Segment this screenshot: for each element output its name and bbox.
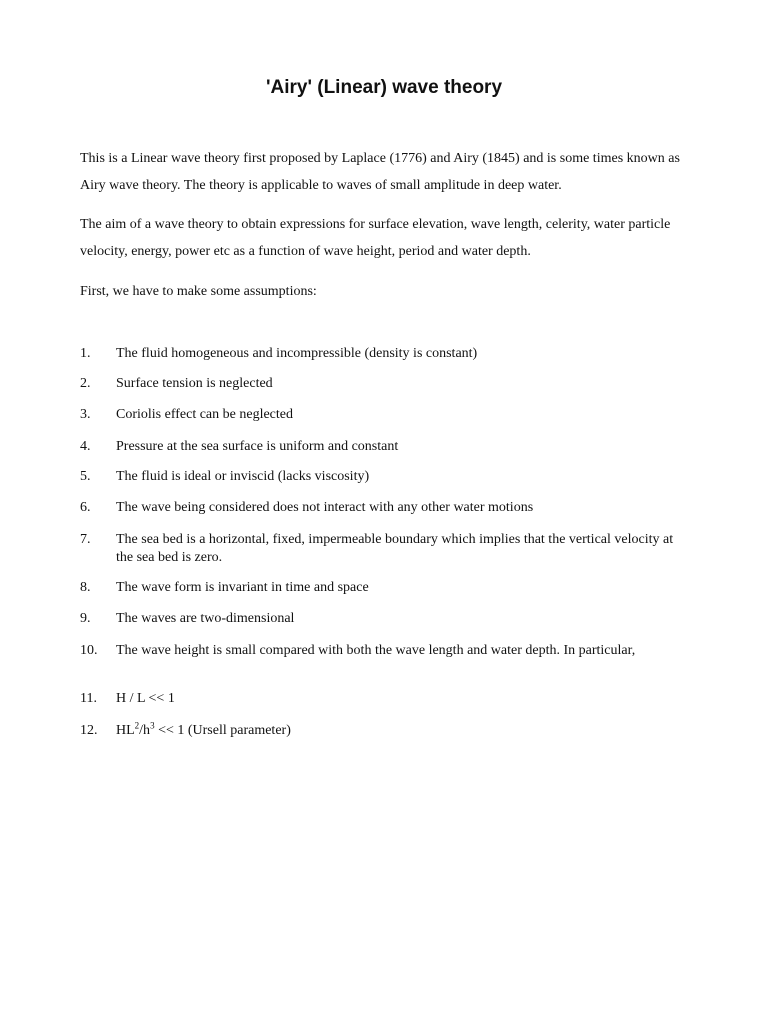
page-title: 'Airy' (Linear) wave theory — [265, 77, 503, 98]
item-text: The fluid is ideal or inviscid (lacks viscosity) — [116, 469, 370, 484]
item-number: 12. — [80, 723, 98, 738]
aim-paragraph: The aim of a wave theory to obtain expressions for surface elevation, wave length, celerity, water particle velocity, energy, power etc as a function of wave height, period and water depth. — [80, 217, 671, 259]
assumptions-lead-in: First, we have to make some assumptions: — [80, 284, 317, 299]
item-number: 4. — [80, 439, 91, 454]
item-text — [116, 722, 676, 740]
item-text: The waves are two-dimensional — [116, 611, 295, 626]
item-number: 6. — [80, 500, 91, 515]
item-number: 5. — [80, 469, 91, 484]
item-number: 10. — [80, 643, 98, 658]
item-number: 3. — [80, 407, 91, 422]
formula-part: /h — [139, 723, 151, 738]
item-text: The fluid homogeneous and incompressible (density is constant) — [116, 346, 478, 361]
exponent: 2 — [134, 720, 140, 731]
item-number: 7. — [80, 532, 91, 547]
formula-part: << 1 (Ursell parameter) — [154, 723, 291, 738]
item-number: 11. — [80, 691, 97, 706]
item-text: H / L << 1 — [116, 691, 175, 706]
item-text: The wave height is small compared with both the wave length and water depth. In particular, — [116, 643, 636, 658]
exponent: 3 — [150, 720, 155, 731]
item-number: 9. — [80, 611, 91, 626]
formula-part: HL — [116, 723, 135, 738]
item-text: The wave being considered does not interact with any other water motions — [116, 500, 534, 515]
item-number: 1. — [80, 346, 91, 361]
item-number: 2. — [80, 376, 91, 391]
item-number: 8. — [80, 580, 91, 595]
intro-paragraph: This is a Linear wave theory first proposed by Laplace (1776) and Airy (1845) and is some times known as Airy wave theory. The theory is applicable to waves of small amplitude in deep water. — [80, 151, 680, 193]
item-text: The sea bed is a horizontal, fixed, impermeable boundary which implies that the vertical velocity at the sea bed is zero. — [116, 532, 674, 565]
item-text: Surface tension is neglected — [116, 376, 273, 391]
item-text: Pressure at the sea surface is uniform and constant — [116, 439, 399, 454]
item-text: Coriolis effect can be neglected — [116, 407, 293, 422]
item-text: The wave form is invariant in time and space — [116, 580, 369, 595]
